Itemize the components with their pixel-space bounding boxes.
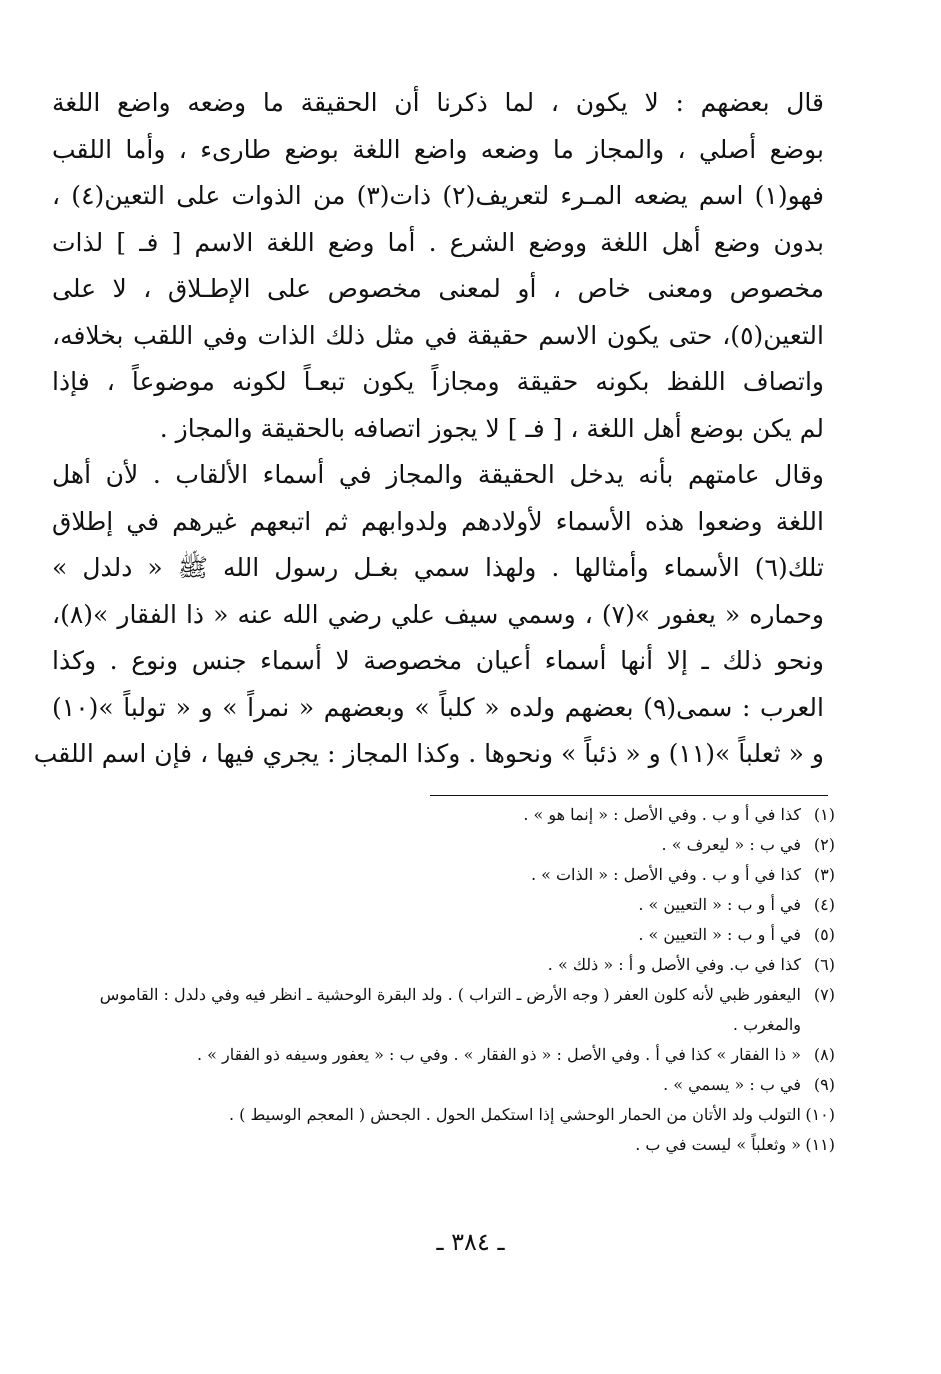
- footnote-number: (٥): [813, 925, 835, 944]
- footnote-text: كذا في أ و ب . وفي الأصل : « الذات » .: [530, 865, 801, 884]
- footnote-text: كذا في أ و ب . وفي الأصل : « إنما هو » .: [523, 805, 801, 824]
- footnote-number: (٣): [813, 865, 835, 884]
- body-line: فهو(١) اسم يضعه المـرء لتعريف(٢) ذات(٣) من الذوات على التعين(٤) ،: [52, 181, 824, 210]
- footnote-item: [40, 1100, 835, 1130]
- body-line: لم يكن بوضع أهل اللغة ، [ فـ ] لا يجوز اتصافه بالحقيقة والمجاز .: [159, 413, 824, 443]
- body-line: واتصاف اللفظ بكونه حقيقة ومجازاً يكون تبعـاً لكونه موضوعاً ، فإذا: [52, 367, 824, 396]
- footnote-text: « وثعلباً » ليست في ب .: [635, 1135, 801, 1154]
- body-line: و « ثعلباً »(١١) و « ذئباً » ونحوها . وكذا المجاز : يجري فيها ، فإن اسم اللقب: [33, 739, 824, 768]
- footnote-number: (٧): [813, 985, 835, 1004]
- footnote-text: اليعفور ظبي لأنه كلون العفر ( وجه الأرض ـ التراب ) . ولد البقرة الوحشية ـ انظر فيه وفي دلدل : القاموس والمغرب .: [99, 985, 801, 1034]
- footnote-item: [40, 830, 835, 860]
- body-line: مخصوص ومعنى خاص ، أو لمعنى مخصوص على الإطـلاق ، لا على: [52, 274, 824, 303]
- footnote-text: التولب ولد الأتان من الحمار الوحشي إذا استكمل الحول . الجحش ( المعجم الوسيط ) .: [228, 1105, 801, 1124]
- footnote-text: في ب : « يسمي » .: [663, 1075, 801, 1094]
- footnote-number: (١٠): [805, 1105, 835, 1124]
- body-line: ونحو ذلك ـ إلا أنها أسماء أعيان مخصوصة لا أسماء جنس ونوع . وكذا: [52, 646, 824, 675]
- footnote-item: [40, 980, 835, 1040]
- body-line: بدون وضع أهل اللغة ووضع الشرع . أما وضع اللغة الاسم [ فـ ] لذات: [52, 227, 824, 257]
- footnote-number: (١١): [805, 1135, 835, 1154]
- footnote-number: (٢): [813, 835, 835, 854]
- body-line: تلك(٦) الأسماء وأمثالها . ولهذا سمي بغـل رسول الله ﷺ « دلدل »: [52, 553, 824, 582]
- footnote-text: في ب : « ليعرف » .: [661, 835, 801, 854]
- footnote-text: كذا في ب. وفي الأصل و أ : « ذلك » .: [547, 955, 801, 974]
- footnote-item: [40, 920, 835, 950]
- footnote-number: (٨): [813, 1045, 835, 1064]
- body-line: وحماره « يعفور »(٧) ، وسمي سيف علي رضي الله عنه « ذا الفقار »(٨)،: [52, 599, 824, 629]
- footnote-item: [40, 890, 835, 920]
- footnote-text: في أ و ب : « التعيين » .: [638, 925, 801, 944]
- body-line: اللغة وضعوا هذه الأسماء لأولادهم ولدوابهم ثم اتبعهم غيرهم في إطلاق: [52, 506, 825, 536]
- body-line: التعين(٥)، حتى يكون الاسم حقيقة في مثل ذلك الذات وفي اللقب بخلافه،: [52, 320, 824, 350]
- footnote-number: (٤): [813, 895, 835, 914]
- footnote-text: في أ و ب : « التعيين » .: [638, 895, 801, 914]
- footnote-item: [40, 950, 835, 980]
- footnote-text: « ذا الفقار » كذا في أ . وفي الأصل : « ذو الفقار » . وفي ب : « يعفور وسيفه ذو الفقار » .: [196, 1045, 801, 1064]
- footnote-item: [40, 1040, 835, 1070]
- body-text: [33, 80, 825, 778]
- footnote-number: (٩): [813, 1075, 835, 1094]
- body-line: قال بعضهم : لا يكون ، لما ذكرنا أن الحقيقة ما وضعه واضع اللغة: [52, 88, 824, 117]
- footnote-item: [40, 860, 835, 890]
- body-line: بوضع أصلي ، والمجاز ما وضعه واضع اللغة بوضع طارىء ، وأما اللقب: [52, 134, 824, 164]
- footnote-separator: [430, 795, 828, 796]
- page-number: ـ ٣٨٤ ـ: [436, 1228, 505, 1256]
- body-line: وقال عامتهم بأنه يدخل الحقيقة والمجاز في أسماء الألقاب . لأن أهل: [52, 460, 824, 489]
- footnote-item: [40, 1070, 835, 1100]
- footnote-number: (٦): [813, 955, 835, 974]
- footnote-item: [40, 1130, 835, 1160]
- footnote-item: [40, 800, 835, 830]
- footnote-number: (١): [813, 805, 835, 824]
- footnotes: [40, 800, 835, 1160]
- body-line: العرب : سمى(٩) بعضهم ولده « كلباً » وبعضهم « نمراً » و « تولباً »(١٠): [52, 692, 824, 722]
